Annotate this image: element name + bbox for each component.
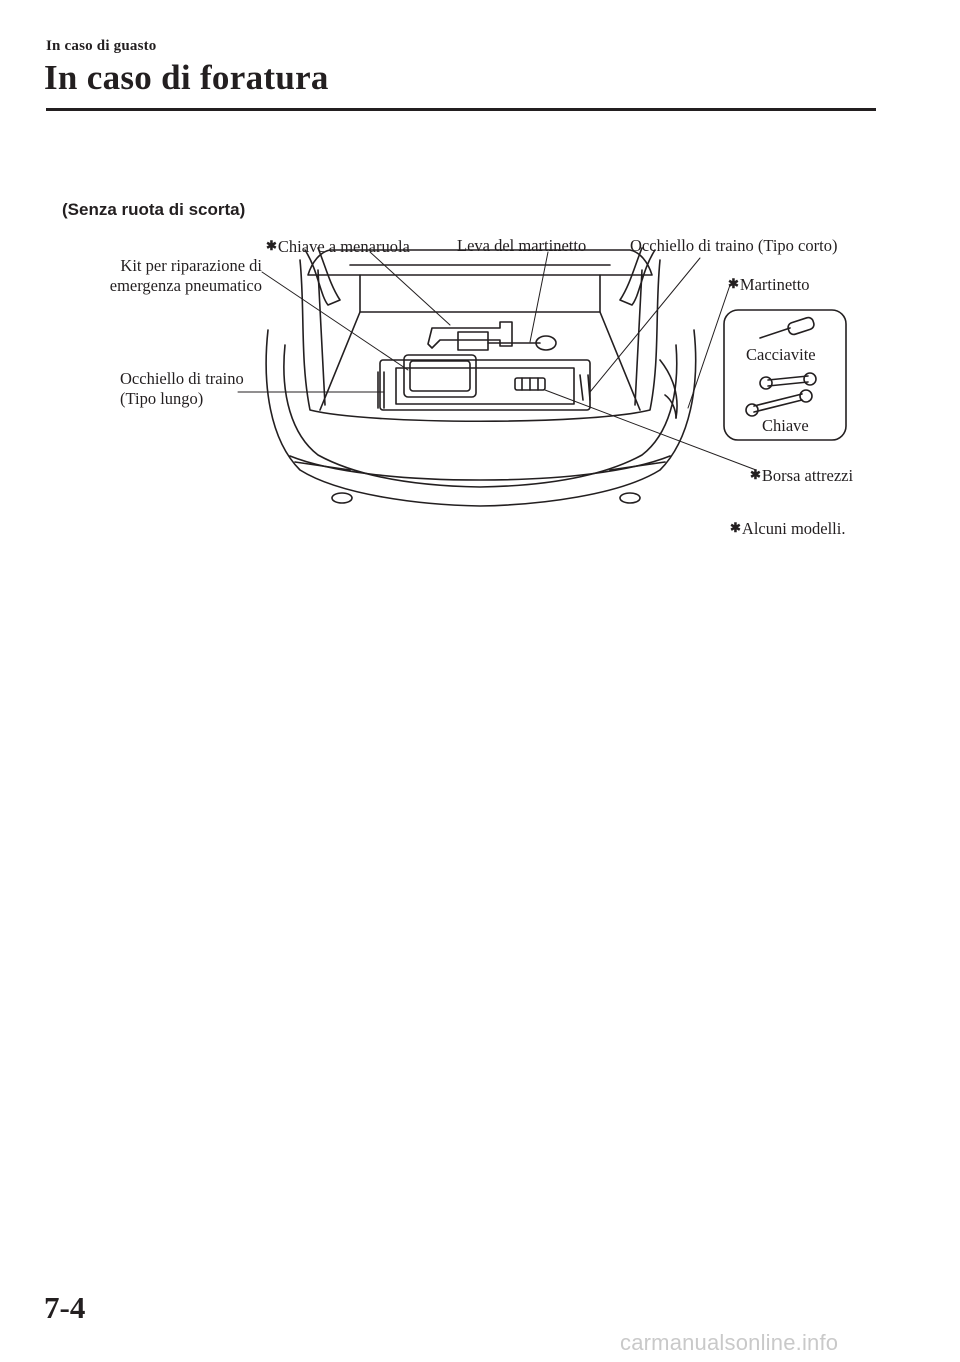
hinge-right: [620, 248, 655, 305]
label-kit-riparazione: Kit per riparazione di emergenza pneumatico: [109, 256, 262, 295]
watermark: carmanualsonline.info: [620, 1330, 839, 1355]
label-chiave: Chiave: [762, 416, 809, 435]
screwdriver-icon: [760, 316, 815, 338]
label-borsa-attrezzi: ✱Borsa attrezzi: [750, 466, 854, 485]
label-cacciavite: Cacciavite: [746, 345, 816, 364]
jack-lever: [458, 332, 488, 350]
label-occhiello-tipo-lungo: Occhiello di traino (Tipo lungo): [120, 369, 244, 408]
label-martinetto: ✱Martinetto: [728, 275, 810, 294]
asterisk-icon: ✱: [266, 238, 277, 253]
label-occhiello-tipo-corto: Occhiello di traino (Tipo corto): [630, 236, 838, 255]
lug-wrench: [428, 322, 512, 348]
wrench-icon: [746, 373, 816, 416]
asterisk-icon: ✱: [728, 276, 739, 291]
figure-subheading: (Senza ruota di scorta): [62, 200, 246, 219]
exhaust-right: [620, 493, 640, 503]
page-title: In caso di foratura: [44, 58, 329, 97]
asterisk-icon: ✱: [730, 520, 741, 535]
trunk-tools-diagram: [0, 0, 960, 600]
label-chiave-a-menaruola: ✱Chiave a menaruola: [266, 237, 410, 256]
asterisk-icon: ✱: [750, 467, 761, 482]
label-leva-del-martinetto: Leva del martinetto: [457, 236, 587, 255]
tow-hook-short: [580, 375, 590, 400]
exhaust-left: [332, 493, 352, 503]
tow-hook-long: [378, 372, 384, 408]
page-number: 7-4: [44, 1290, 86, 1325]
footnote-alcuni-modelli: ✱Alcuni modelli.: [730, 519, 846, 538]
section-label: In caso di guasto: [46, 38, 157, 54]
